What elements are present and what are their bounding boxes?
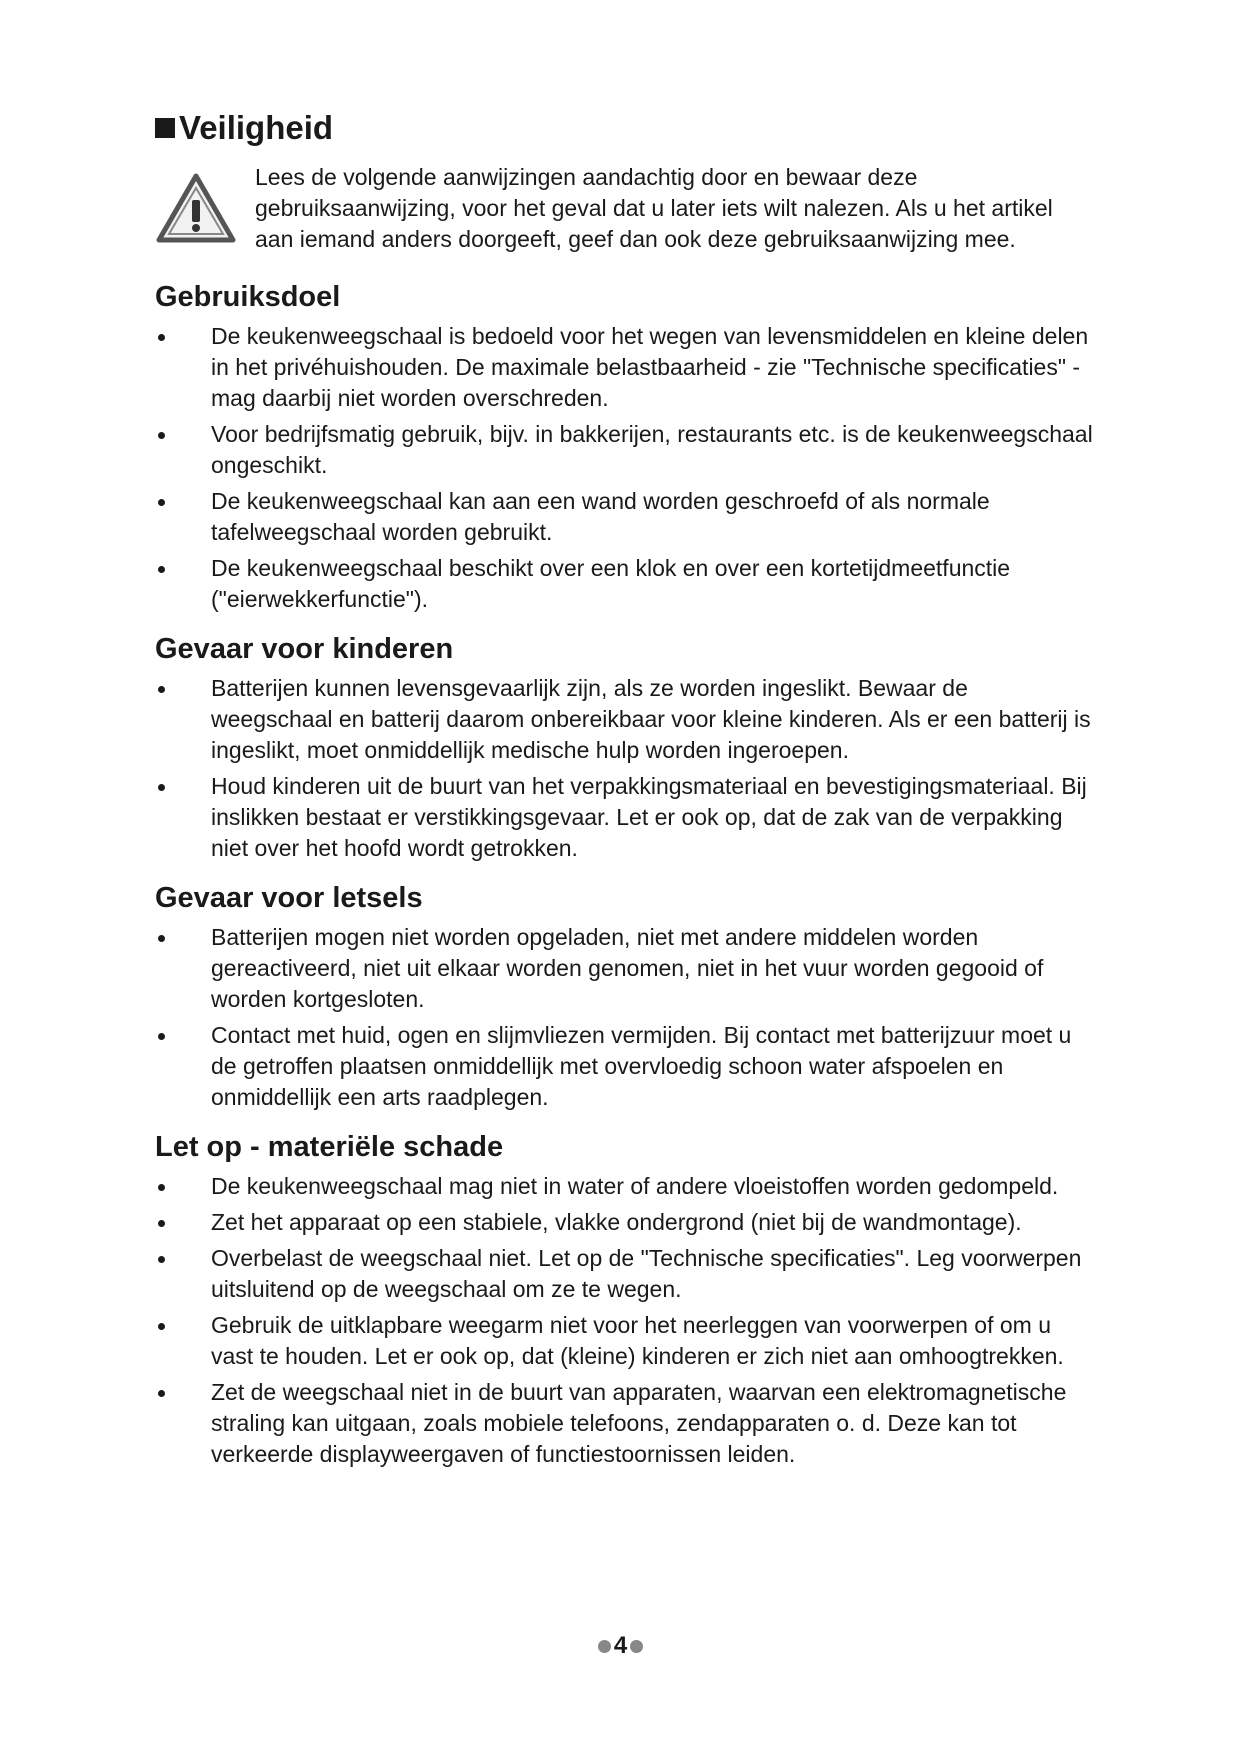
bullet-icon [158, 566, 165, 573]
page-title-text: Veiligheid [179, 109, 334, 146]
list-item [155, 419, 1095, 481]
list-item [155, 1377, 1095, 1470]
bullet-icon [158, 499, 165, 506]
list-item [155, 1243, 1095, 1305]
sections-container [155, 279, 1095, 1470]
list-item [155, 486, 1095, 548]
footer-dot-right-icon [630, 1640, 643, 1653]
bullet-icon [158, 432, 165, 439]
page-content [155, 108, 1095, 1486]
bullet-icon [158, 1256, 165, 1263]
bullet-list [155, 321, 1095, 615]
list-item [155, 1171, 1095, 1202]
list-item [155, 922, 1095, 1015]
list-item-text: Gebruik de uitklapbare weegarm niet voor het neerleggen van voorwerpen of om u vast te houden. Let er ook op, dat (kleine) kinderen er zich niet aan omhoogtrekken. [211, 1312, 1064, 1369]
list-item-text: Contact met huid, ogen en slijmvliezen vermijden. Bij contact met batterijzuur moet u de getroffen plaatsen onmiddellijk met overvloedig schoon water afspoelen en onmiddellijk een arts raadplegen. [211, 1022, 1072, 1110]
bullet-list [155, 673, 1095, 864]
list-item-text: Zet het apparaat op een stabiele, vlakke ondergrond (niet bij de wandmontage). [211, 1209, 1022, 1235]
list-item [155, 673, 1095, 766]
list-item [155, 771, 1095, 864]
list-item-text: De keukenweegschaal kan aan een wand worden geschroefd of als normale tafelweegschaal worden gebruikt. [211, 488, 990, 545]
bullet-icon [158, 686, 165, 693]
bullet-icon [158, 784, 165, 791]
list-item [155, 1020, 1095, 1113]
bullet-icon [158, 1184, 165, 1191]
section-heading: Gevaar voor kinderen [155, 633, 454, 665]
bullet-icon [158, 1390, 165, 1397]
list-item [155, 1207, 1095, 1238]
list-item-text: Voor bedrijfsmatig gebruik, bijv. in bakkerijen, restaurants etc. is de keukenweegschaal ongeschikt. [211, 421, 1093, 478]
list-item-text: Batterijen mogen niet worden opgeladen, niet met andere middelen worden gereactiveerd, niet uit elkaar worden genomen, niet in het vuur worden gegooid of worden kortgesloten. [211, 924, 1044, 1012]
page-footer [0, 1632, 1241, 1660]
footer-dot-left-icon [598, 1640, 611, 1653]
bullet-list [155, 1171, 1095, 1470]
list-item-text: Houd kinderen uit de buurt van het verpakkingsmateriaal en bevestigingsmateriaal. Bij inslikken bestaat er verstikkingsgevaar. Let er ook op, dat de zak van de verpakking niet over het hoofd wordt getrokken. [211, 773, 1087, 861]
list-item [155, 321, 1095, 414]
bullet-icon [158, 1323, 165, 1330]
section-heading: Gebruiksdoel [155, 281, 341, 313]
list-item-text: De keukenweegschaal mag niet in water of andere vloeistoffen worden gedompeld. [211, 1173, 1059, 1199]
intro-text: Lees de volgende aanwijzingen aandachtig door en bewaar deze gebruiksaanwijzing, voor het geval dat u later iets wilt nalezen. Als u het artikel aan iemand anders doorgeeft, geef dan ook deze gebruiksaanwijzing mee. [255, 164, 1053, 252]
bullet-icon [158, 935, 165, 942]
list-item [155, 553, 1095, 615]
bullet-list [155, 922, 1095, 1113]
list-item-text: De keukenweegschaal is bedoeld voor het wegen van levensmiddelen en kleine delen in het privéhuishouden. De maximale belastbaarheid - zie "Technische specificaties" - mag daarbij niet worden overschreden. [211, 323, 1089, 411]
list-item [155, 1310, 1095, 1372]
square-bullet-icon [155, 118, 175, 138]
warning-triangle-icon [155, 172, 237, 244]
list-item-text: Zet de weegschaal niet in de buurt van apparaten, waarvan een elektromagnetische straling kan uitgaan, zoals mobiele telefoons, zendapparaten o. d. Deze kan tot verkeerde displayweergaven of functiestoornissen leiden. [211, 1379, 1067, 1467]
list-item-text: Overbelast de weegschaal niet. Let op de "Technische specificaties". Leg voorwerpen uitsluitend op de weegschaal om ze te wegen. [211, 1245, 1082, 1302]
bullet-icon [158, 1033, 165, 1040]
list-item-text: De keukenweegschaal beschikt over een klok en over een kortetijdmeetfunctie ("eierwekkerfunctie"). [211, 555, 1011, 612]
page-number: 4 [613, 1632, 628, 1659]
list-item-text: Batterijen kunnen levensgevaarlijk zijn, als ze worden ingeslikt. Bewaar de weegschaal en batterij daarom onbereikbaar voor kleine kinderen. Als er een batterij is ingeslikt, moet onmiddellijk medische hulp worden ingeroepen. [211, 675, 1091, 763]
bullet-icon [158, 1220, 165, 1227]
section-heading: Let op - materiële schade [155, 1131, 504, 1163]
section-heading: Gevaar voor letsels [155, 882, 423, 914]
bullet-icon [158, 334, 165, 341]
page-title [155, 108, 1095, 148]
intro-block [155, 162, 1095, 255]
